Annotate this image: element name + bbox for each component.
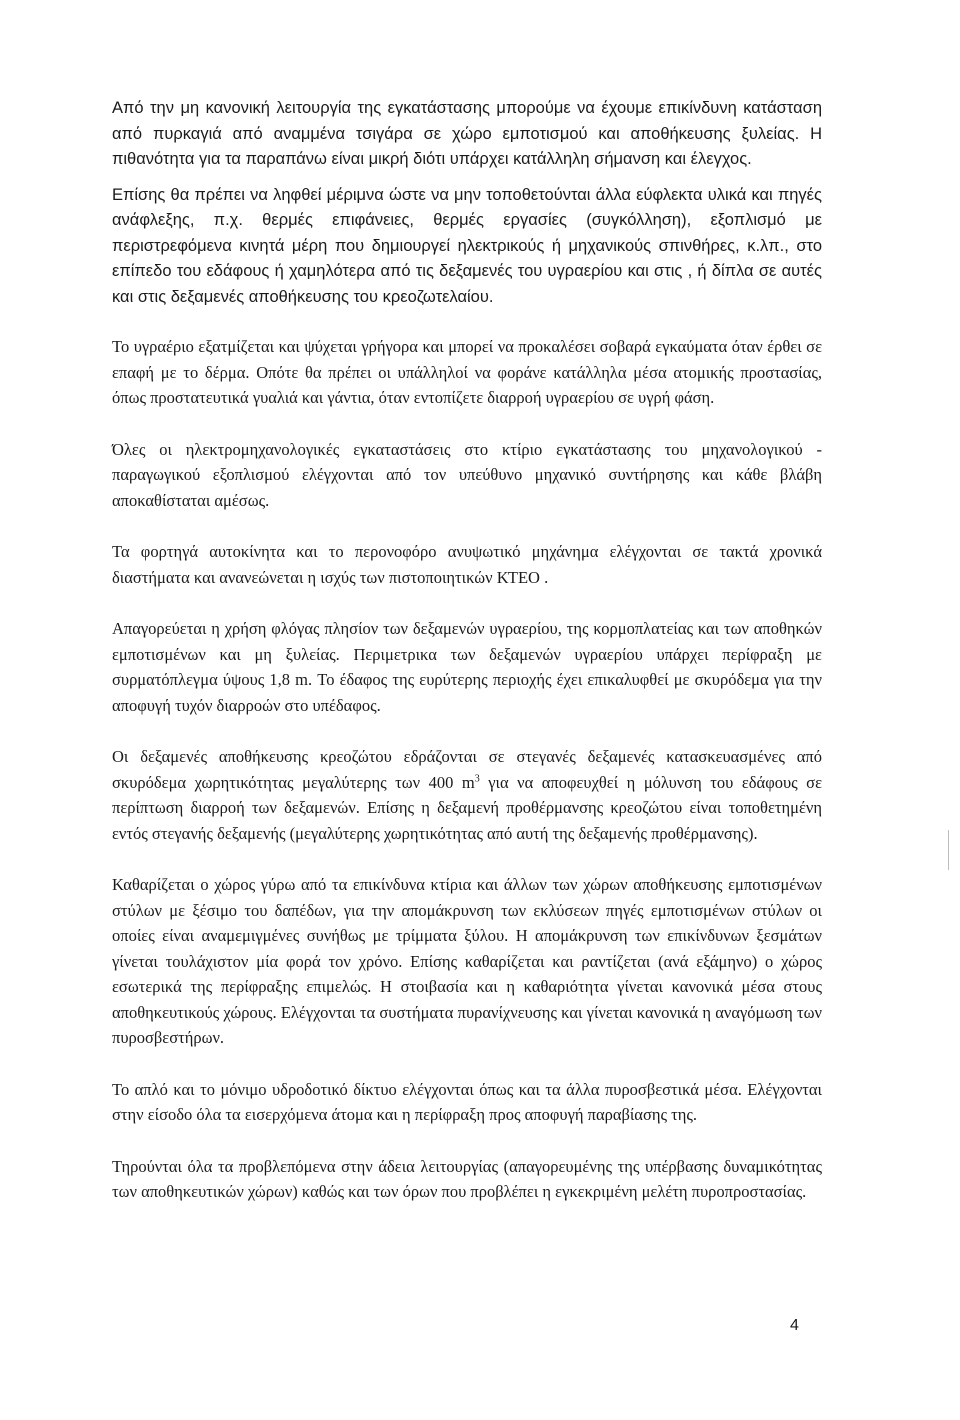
page-body	[112, 96, 822, 1205]
creosote-text-after: για να αποφευχθεί η μόλυνση του εδάφους σε περίπτωση διαρροή των δεξαμενών. Επίσης η δεξαμενή προθέρμανσης κρεοζώτου είναι τοποθετημένη εντός στεγανής δεξαμενής (μεγαλύτερης χωρητικότητας από αυτή της δεξαμενής προθέρμανσης).	[112, 772, 823, 843]
creosote-text-before: Οι δεξαμενές αποθήκευσης κρεοζώτου εδράζονται σε στεγανές δεξαμενές κατασκευασμένες από σκυρόδεμα χωρητικότητας μεγαλύτερης των 400 m	[112, 747, 822, 792]
paragraph-fire-risk: Από την μη κανονική λειτουργία της εγκατάστασης μπορούμε να έχουμε επικίνδυνη κατάσταση από πυρκαγιά από αναμμένα τσιγάρα σε χώρο εμποτισμού και αποθήκευσης ξυλείας. Η πιθανότητα για τα παραπάνω είναι μικρή διότι υπάρχει κατάλληλη σήμανση και έλεγχος.	[112, 99, 822, 168]
paragraph-electromechanical: Όλες οι ηλεκτρομηχανολογικές εγκαταστάσεις στο κτίριο εγκατάστασης του μηχανολογικού - παραγωγικού εξοπλισμού ελέγχονται από τον υπεύθυνο μηχανικό συντήρησης και κάθε βλάβη αποκαθίσταται αμέσως.	[112, 439, 822, 510]
scan-mark	[948, 830, 949, 870]
paragraph-creosote-tanks	[112, 744, 822, 846]
cubic-superscript: 3	[474, 773, 480, 784]
paragraph-cleaning: Καθαρίζεται ο χώρος γύρω από τα επικίνδυνα κτίρια και άλλων των χώρων αποθήκευσης εμποτισμένων στύλων με ξέσιμο του δαπέδων, για την απομάκρυνση των εκλύσεων πηγές εμποτισμένων στύλων οι οποίες είναι αναμεμιγμένες συνήθως με τρίμματα ξύλου. Η απομάκρυνση των επικίνδυνων ξεσμάτων γίνεται τουλάχιστον μία φορά τον χρόνο. Επίσης καθαρίζεται και ραντίζεται (ανά εξάμηνο) ο χώρος εσωτερικά της περίφραξης επιμελώς. Η στοιβασία και η καθαριότητα γίνεται κανονικά μέσα στους αποθηκευτικούς χώρους. Ελέγχονται τα συστήματα πυρανίχνευσης και γίνεται κανονικά η αναγόμωση των πυροσβεστήρων.	[112, 875, 822, 1047]
paragraph-vehicles: Τα φορτηγά αυτοκίνητα και το περονοφόρο ανυψωτικό μηχάνημα ελέγχονται σε τακτά χρονικά διαστήματα και ανανεώνεται η ισχύς των πιστοποιητικών ΚΤΕΟ .	[112, 542, 822, 587]
paragraph-water-network: Το απλό και το μόνιμο υδροδοτικό δίκτυο ελέγχονται όπως και τα άλλα πυροσβεστικά μέσα. Ελέγχονται στην είσοδο όλα τα εισερχόμενα άτομα και η περίφραξη προς αποφυγή παραβίασης της.	[112, 1079, 822, 1124]
paragraph-ignition-sources: Επίσης θα πρέπει να ληφθεί μέριμνα ώστε να μην τοποθετούνται άλλα εύφλεκτα υλικά και πηγές ανάφλεξης, π.χ. θερμές επιφάνειες, θερμές εργασίες (συγκόλληση), εξοπλισμό με περιστρεφόμενα κινητά μέρη που δημιουργεί ηλεκτρικούς ή μηχανικούς σπινθήρες, κ.λπ., στο επίπεδο του εδάφους ή χαμηλότερα από τις δεξαμενές του υγραερίου και στις , ή δίπλα σε αυτές και στις δεξαμενές αποθήκευσης του κρεοζωτελαίου.	[112, 185, 822, 306]
page-number: 4	[790, 1317, 799, 1334]
paragraph-flame-prohibition: Απαγορεύεται η χρήση φλόγας πλησίον των δεξαμενών υγραερίου, της κορμοπλατείας και των αποθηκών εμποτισμένων και μη ξυλείας. Περιμετρικα των δεξαμενών υγραερίου υπάρχει περίφραξη με συρματόπλεγμα ύψους 1,8 m. Το έδαφος της ευρύτερης περιοχής έχει επικαλυφθεί με σκυρόδεμα για την αποφυγή τυχόν διαρροών στο υπέδαφος.	[112, 619, 822, 715]
paragraph-license-terms: Τηρούνται όλα τα προβλεπόμενα στην άδεια λειτουργίας (απαγορευμένης της υπέρβασης δυναμικότητας των αποθηκευτικών χώρων) καθώς και των όρων που προβλέπει η εγκεκριμένη μελέτη πυροπροστασίας.	[112, 1156, 822, 1201]
paragraph-lpg-burns: Το υγραέριο εξατμίζεται και ψύχεται γρήγορα και μπορεί να προκαλέσει σοβαρά εγκαύματα όταν έρθει σε επαφή με το δέρμα. Οπότε θα πρέπει οι υπάλληλοί να φοράνε κατάλληλα μέσα ατομικής προστασίας, όπως προστατευτικά γυαλιά και γάντια, όταν εντοπίζετε διαρροή υγραερίου σε υγρή φάση.	[112, 337, 822, 407]
